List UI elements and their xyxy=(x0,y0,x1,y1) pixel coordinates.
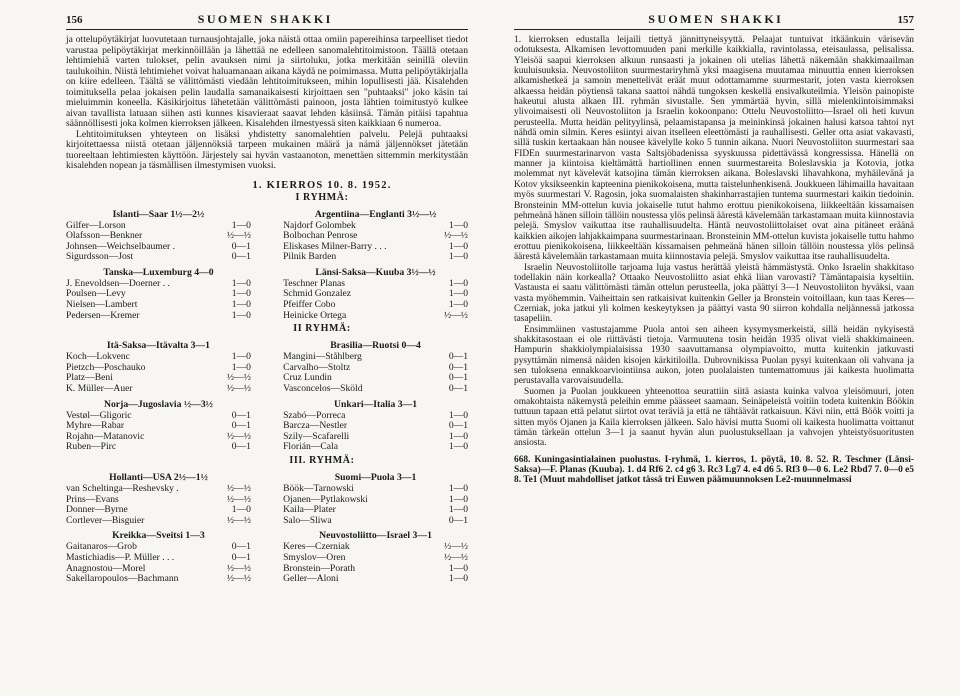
game-players: Barcza—Nestler xyxy=(283,420,348,432)
game-row xyxy=(66,553,251,564)
game-players: Salo—Sliwa xyxy=(283,514,332,526)
game-result: 1—0 xyxy=(231,219,251,231)
game-row xyxy=(283,311,468,322)
game-result: 1—0 xyxy=(448,573,468,585)
game-row xyxy=(283,252,468,263)
game-players: Schmid Gonzalez xyxy=(283,288,352,300)
game-row xyxy=(283,574,468,585)
game-result: 0—1 xyxy=(231,441,251,453)
game-players: Najdorf Golombek xyxy=(283,219,356,231)
game-result: 0—1 xyxy=(231,541,251,553)
game-players: Poulsen—Levy xyxy=(66,288,126,300)
game-result: 0—1 xyxy=(231,251,251,263)
game-result: ½—½ xyxy=(444,230,468,242)
game-result: 0—1 xyxy=(448,383,468,395)
game-players: Bronstein—Porath xyxy=(283,562,356,574)
game-result: 1—0 xyxy=(231,277,251,289)
game-result: 1—0 xyxy=(448,493,468,505)
game-players: van Scheltinga—Reshevsky . xyxy=(66,483,179,494)
group-1-right-col xyxy=(283,205,468,322)
group-3-title: III. RYHMÄ: xyxy=(289,455,355,466)
game-result: 0—1 xyxy=(448,514,468,526)
game-players: Sakellaropoulos—Bachmann xyxy=(66,573,179,585)
round-title: 1. KIERROS 10. 8. 1952. xyxy=(252,179,392,191)
game-result: 0—1 xyxy=(448,361,468,373)
game-players: Sigurdsson—Jost xyxy=(66,251,134,263)
game-players: Gaitanaros—Grob xyxy=(66,541,137,553)
game-players: Heinicke Ortega xyxy=(283,309,347,321)
game-result: 1—0 xyxy=(448,299,468,311)
right-page-body xyxy=(514,35,914,486)
game-players: Böök—Tarnowski xyxy=(283,483,354,494)
game-row xyxy=(66,484,251,495)
game-players: Carvalho—Stoltz xyxy=(283,361,351,373)
group-1-title: I RYHMÄ: xyxy=(295,191,349,203)
game-players: Pedersen—Kremer xyxy=(66,309,140,321)
right-page-header xyxy=(514,12,914,30)
game-result: ½—½ xyxy=(444,551,468,563)
game-row xyxy=(283,442,468,453)
group-3-left-col xyxy=(66,468,251,585)
game-result: 0—1 xyxy=(448,351,468,363)
group-3-right-col xyxy=(283,468,468,585)
game-players: Ojanen—Pytlakowski xyxy=(283,493,368,505)
game-result: 1—0 xyxy=(448,409,468,421)
right-paragraph: Israelin Neuvostoliitolle tarjoama luja vastus herättää yleistä hämmästystä. Onko Israelin shakkitaso todellakin näin korkealla? Ottaako Neuvostoliitto asiat ehkä liian varovasti? Tämäntapaisia kyseltiin. Vastausta ei saatu välittömästi tämän ottelun perusteella, joka päättyi 3—1 Neuvostoliiton hyväksi, vaan vasta myöhemmin. Vaiheittain sen ratkaisivat kuitenkin Geller ja Bronstein voitoillaan, kun taas Keres—Czerniak, joka jatkui yli kolmen keskeytyksen ja päättyi vasta 90 siirron kohdalla neljännessä jatkossa tasapeliin. xyxy=(514,262,914,325)
game-result: ½—½ xyxy=(226,562,251,574)
game-players: Teschner Planas xyxy=(283,277,346,289)
game-players: Kaila—Plater xyxy=(283,504,336,516)
game-players: Prins—Evans xyxy=(66,493,119,505)
game-result: 1—0 xyxy=(448,562,468,574)
group-3-results xyxy=(66,468,468,585)
game-players: Vasconcelos—Sköld xyxy=(283,383,363,395)
game-annotation-header: 668. Kuningasintialainen puolustus. I-ryhmä, 1. kierros, 1. pöytä, 10. 8. 52. R. Teschner (Länsi-Saksa)—F. Planas (Kuuba). 1. d4 Rf6 2. c4 g6 3. Rc3 Lg7 4. e4 d6 5. Rf3 0—0 6. Le2 Rbd7 7. 0—0 e5 8. Te1 (Muut mahdolliset jatkot tässä tri Euwen päämuunnoksen Le2-muunnelmassi xyxy=(514,454,914,486)
game-result: 1—0 xyxy=(448,430,468,442)
game-players: K. Müller—Auer xyxy=(66,383,133,395)
match-title: Islanti—Saar 1½—2½ xyxy=(112,208,205,220)
game-row xyxy=(283,516,468,527)
game-result: 1—0 xyxy=(448,277,468,289)
game-result: 0—1 xyxy=(231,240,251,252)
game-players: Johnsen—Weichselbaumer . xyxy=(66,240,175,252)
group-1-results xyxy=(66,205,468,322)
group-2-left-col xyxy=(66,336,251,453)
game-players: Smyslov—Oren xyxy=(283,551,346,563)
game-players: Pietzch—Poschauko xyxy=(66,361,146,373)
game-players: Koch—Lokvenc xyxy=(66,351,130,363)
game-row xyxy=(283,484,468,495)
game-players: Keres—Czerniak xyxy=(283,541,350,553)
left-running-title: SUOMEN SHAKKI xyxy=(197,12,333,26)
game-row xyxy=(66,252,251,263)
game-players: Myhre—Rabar xyxy=(66,420,125,432)
game-players: Bolbochan Penrose xyxy=(283,230,358,242)
left-page-number: 156 xyxy=(66,14,83,26)
left-paragraph-2: Lehtitoimituksen yhteyteen on lisäksi yhdistetty sanomalehtien palvelu. Pelejä puhtaaksi kirjoitettaessa niistä otetaan jäljennöksiä tarpeen mukainen määrä ja nämä jäljennökset jätetään tuoreeltaan lehtimiesten käyttöön. Järjestely sai hyvän vastaanoton, menettäen sittemmin merkitystään kisalehden nopean ja täsmällisen ilmestymisen vuoksi. xyxy=(66,128,468,171)
game-result: 0—1 xyxy=(448,372,468,384)
game-result: ½—½ xyxy=(226,372,251,384)
left-page-header xyxy=(66,12,468,30)
game-row xyxy=(66,311,251,322)
game-row xyxy=(66,516,251,527)
game-result: 1—0 xyxy=(231,309,251,321)
game-result: 1—0 xyxy=(448,441,468,453)
game-result: 1—0 xyxy=(448,288,468,300)
game-players: Geller—Aloni xyxy=(283,573,339,585)
game-result: 0—1 xyxy=(231,420,251,432)
game-players: Vestøl—Gligoric xyxy=(66,409,132,421)
game-players: Gilfer—Lorson xyxy=(66,219,126,231)
game-result: 1—0 xyxy=(231,361,251,373)
match-title: Länsi-Saksa—Kuuba 3½—½ xyxy=(315,266,436,278)
group-2-right-col xyxy=(283,336,468,453)
game-result: 1—0 xyxy=(448,483,468,494)
game-result: ½—½ xyxy=(226,573,251,585)
game-players: Platz—Beni xyxy=(66,372,113,384)
game-result: 1—0 xyxy=(448,504,468,516)
game-result: 1—0 xyxy=(448,219,468,231)
game-players: Donner—Byrne xyxy=(66,504,128,516)
game-result: ½—½ xyxy=(226,430,251,442)
right-page-number: 157 xyxy=(897,14,914,26)
right-page xyxy=(490,0,960,696)
right-paragraph: 1. kierroksen edustalla leijaili tiettyä jännittyneisyyttä. Pelaajat tuntuivat itkäänkuin värisevän odotuksesta. Alkamisen levottomuuden pani merkille kaikkialla, ravintolassa, eteisaulassa, pelisalissa. Yleisöä saapui kierroksen alkuun runsaasti ja jokainen oli utelias lähettä näkemään shakkimaailman kuuluisuuksia. Neuvostoliiton suurmestariryhmä yksi maagisena muutamaa minuuttia ennen kierroksen alkamishetkeä ja samoin menettelivät eräät muut odottamamme suurmestarit, joten vasta kierroksen alkaessa heidän pöytiensä takana saattoi nähdä tungoksen keskellä ensivalkuteilmia. Yleisön painopiste hakeutui alusta alkaen III. ryhmän sivustalle. Sen ymmärtää hyvin, sillä mielenkiintoisimmaksi ylivoimaisesti oli Neuvostoliiton ja Israelin kokoonpano: Ottelu Neuvostoliitto—Israel oli heti kuvun perusteella. Mutta heidän pelityylinsä, pelaamistapansa ja meininkinsä jokainen halusi katsoa tahtoi nyt nähdä omin silmin. Keres esiintyi aivan itselleen eleettömästi ja rauhallisesti. Geller otta asiat vakavasti, sillä tuskin kertaakaan hän nousee kävelylle koko 5 tunnin aikana. Nuori Neuvostoliiton suurmestari saa FIDEn suurmestarinarvon vasta Saltsjöbadenissa syyskuussa pidettävässä kongressissa. Hänellä on manner ja kiintoisa kieltämättä hartiollinen ennen suurmestareita Boleslavskia ja Kotovia, jotka molemmat nyt kävelevät katsojina tämän kierroksen aikana. Boleslavski lihavahkona, myhäilevänä ja Kotov yksikseenkin kapteenina pienikokoisena, mutta taistelunhenkisenä. Joukkueen lähimailla havaitaan myös suurmestari V. Ragosin, joka suomalaisten shakinharrastajien tuntema suurmestari kaikin tiedoinin. Bronsteinin MM-ottelun kuvia jokaiselle tutut hahmo erottuu pienikokoisena, liikkeeltään kissamaisen pehmeänä hänen silloin tällöin noustessa ylös pelinsä äärestä kävelemään tarkastamaan muita kiinnostavia pelejä. Smyslov vaikuttaa itse rauhallisuudelta. Häntä neuvostoliittolaiset ovat aina pitäneet eräänä kaikkien aikojen lahjakkaimpana suurmestarinaan. Bronsteinin MM-ottelun kuvista jokaiselle tuttu hahmo erottuu pienikokoisena, liikkeeltään kissamaisen pehmeänä hänen silloin tällöin noustessa ylös pelinsä äärestä kävelemään tarkastamaan muita kiinnostavia pelejä. Smyslov vaikuttaa itse rauhallisuudelta. xyxy=(514,35,914,263)
right-running-title: SUOMEN SHAKKI xyxy=(648,12,784,26)
game-result: 1—0 xyxy=(231,299,251,311)
game-players: Pilnik Barden xyxy=(283,251,337,263)
game-result: 0—1 xyxy=(448,420,468,432)
game-players: Olafsson—Benkner xyxy=(66,230,143,242)
match-title: Unkari—Italia 3—1 xyxy=(333,398,418,410)
match-title: Suomi—Puola 3—1 xyxy=(334,472,417,483)
game-result: 1—0 xyxy=(448,251,468,263)
game-players: J. Enevoldsen—Doerner . . xyxy=(66,277,170,289)
game-players: Mastichiadis—P. Müller . . . xyxy=(66,551,175,563)
game-players: Ruben—Pirc xyxy=(66,441,117,453)
match-title: Kreikka—Sveitsi 1—3 xyxy=(112,530,205,542)
game-result: 1—0 xyxy=(231,504,251,516)
game-players: Cortlever—Bisguier xyxy=(66,514,145,526)
game-result: ½—½ xyxy=(226,514,251,526)
game-players: Eliskases Milner-Barry . . . xyxy=(283,240,387,252)
game-row xyxy=(66,384,251,395)
game-row xyxy=(66,574,251,585)
match-title: Neuvostoliitto—Israel 3—1 xyxy=(319,530,432,542)
game-players: Mangini—Ståhlberg xyxy=(283,351,362,363)
group-2-results xyxy=(66,336,468,453)
match-title: Tanska—Luxemburg 4—0 xyxy=(103,266,214,278)
game-players: Florián—Cala xyxy=(283,441,338,453)
game-players: Nielsen—Lambert xyxy=(66,299,138,311)
game-result: 1—0 xyxy=(231,351,251,363)
game-result: ½—½ xyxy=(444,541,468,553)
game-players: Pfeiffer Cobo xyxy=(283,299,336,311)
group-2-title: II RYHMÄ: xyxy=(293,323,351,335)
right-paragraph: Ensimmäinen vastustajamme Puola antoi sen aiheen kysymysmerkeistä, sillä heidän nykyisestä shakkitasostaan ei ole riittävästi tietoja. Varmuutena tosin heidän 1935 olivat vielä shakkimaineen. Hampurin shakkiolympialaisissa 1930 saavuttamansa olympiavoitto, mutta kuitenkin jatkuvasti pysyttämän nimensä näiden kisojen kärkitiloilla. Dubrovnikissa Puolan pysyi kuitenkaan oli vahvana ja sen tuloksena ennakkoarviointiinsa aukon, joten puolalaisten tuntemattomuus jäi kaikesta huolimatta perustavalla varovaisuudella. xyxy=(514,324,914,387)
game-result: 0—1 xyxy=(231,551,251,563)
right-paragraph: Suomen ja Puolan joukkueen yhteenottoa seurattiin siitä asiasta kuinka valvoa yleisömuuri, joten omakohtaista näkemystä peleihin emme päässeet saamaan. Seinäpeleistä voitiin todeta kuitenkin Böökin tuttuun tapaan että pelatut siirtot ovat teräviä ja että ne tähtäävät ratkaisuun. Kävi niin, että Böök voitti ja sitten myös Ojanen ja Kaila kierroksen jälkeen. Salo hävisi mutta Suomi oli kaikesta huolimatta voittanut tämän tärkeän ottelun 3—1 ja saanut hyvän alun puolustuksellaan ja vahvojen yhteistyösuoritusten ansiosta. xyxy=(514,386,914,449)
match-title: Norja—Jugoslavia ½—3½ xyxy=(103,398,213,410)
game-result: ½—½ xyxy=(226,493,251,505)
game-row xyxy=(66,442,251,453)
match-title: Argentiina—Englanti 3½—½ xyxy=(314,208,437,220)
game-result: ½—½ xyxy=(226,383,251,395)
left-paragraph-1: ja ottelupöytäkirjat luovutetaan turnausjohtajalle, joka näistä ottaa omiin papereihinsa tarpeelliset tiedot varustaa pelipöytäkirjat merkinnöillään ja lähettää ne edelleen sanomalehtitoimistoon. Täällä otetaan lehtimiehiä varten tulokset, pelin avauksen nimi ja siirtoluku, jotka merkitään seinillä oleviin taulukoihin. Niistä lehtimiehet voivat haluamanaan aikana käydä ne poimimassa. Mutta pelipöytäkirjalla on kiire edelleen. Täältä se välittömästi viedään lehtitoimitukseen, mihin lopullisesti jää. Kisalehden toimituksella pelaa jokaisen pelin laudalla samanaikaisesti kirjoittaen sen "puhtaaksi" joko käsin tai mieluimmin koneella. Käsikirjoitus lähetetään välittömästi painoon, josta lähtien toimitustyö kulkee aivan tavallista latuaan siihen asti kunnes kisavieraat saavat lehden käsiinsä. Tämän pitäisi tapahtua säännöllisesti joka kolmen kierroksen jälkeen. Kisalehden ilmestyessä siten kaikkiaan 6 numeroa. xyxy=(66,34,468,129)
game-row xyxy=(283,553,468,564)
match-title: Brasilia—Ruotsi 0—4 xyxy=(330,340,421,352)
game-result: ½—½ xyxy=(226,230,251,242)
group-1-left-col xyxy=(66,205,251,322)
game-players: Cruz Lundin xyxy=(283,372,332,384)
game-row xyxy=(283,384,468,395)
match-title: Itä-Saksa—Itävalta 3—1 xyxy=(106,340,210,352)
game-players: Anagnostou—Morel xyxy=(66,562,146,574)
game-result: 1—0 xyxy=(448,240,468,252)
game-result: ½—½ xyxy=(226,483,251,494)
match-title: Hollanti—USA 2½—1½ xyxy=(109,472,208,483)
game-result: 0—1 xyxy=(231,409,251,421)
game-players: Rojahn—Matanovic xyxy=(66,430,145,442)
game-result: 1—0 xyxy=(231,288,251,300)
game-players: Szily—Scafarelli xyxy=(283,430,350,442)
game-players: Szabó—Porreca xyxy=(283,409,346,421)
game-result: ½—½ xyxy=(444,309,468,321)
